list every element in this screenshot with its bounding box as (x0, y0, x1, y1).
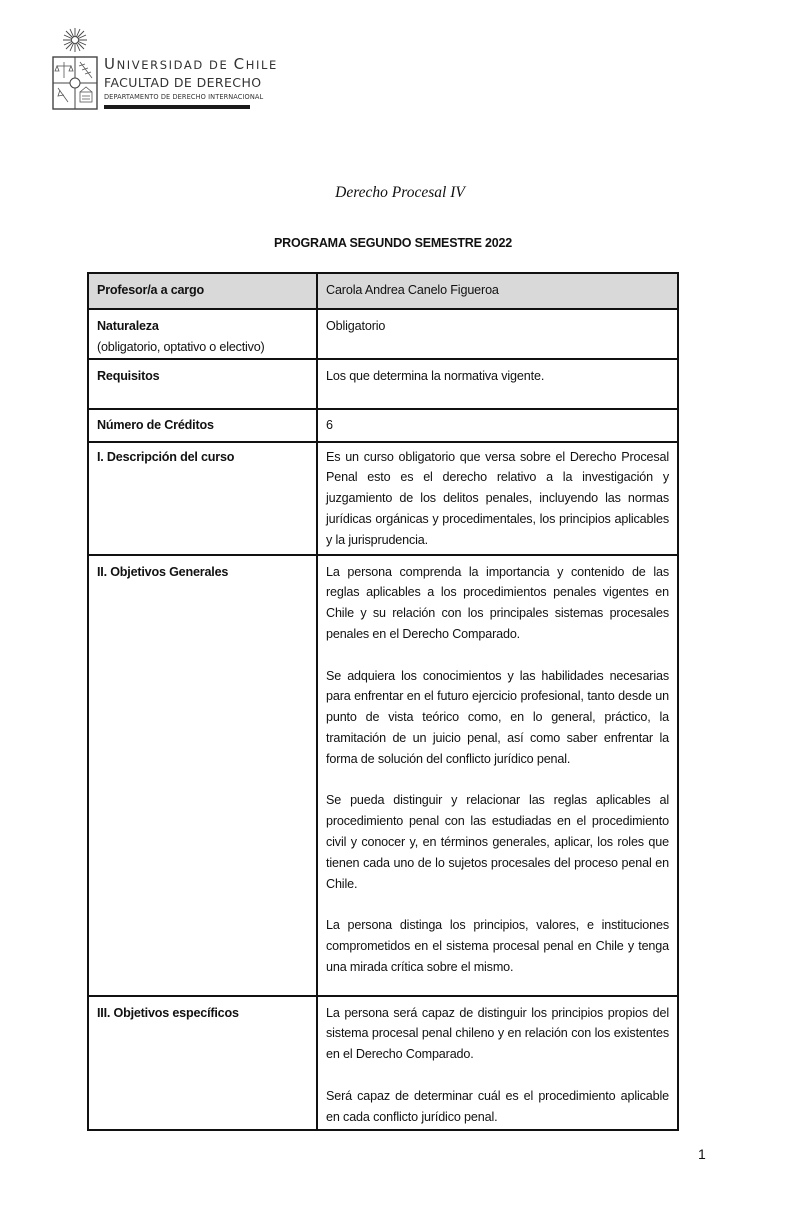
table-row-professor (88, 273, 678, 309)
row-label: I. Descripción del curso (88, 442, 317, 555)
university-name: UNIVERSIDAD DE CHILE (104, 55, 278, 73)
table-row-naturaleza (88, 309, 678, 359)
row-label: Requisitos (88, 359, 317, 409)
header-rule (104, 105, 250, 109)
paragraph: La persona será capaz de distinguir los principios propios del sistema procesal penal chileno y en relación con los existentes en el Derecho Comparado. (326, 1005, 669, 1062)
paragraph: Se adquiera los conocimientos y las habilidades necesarias para enfrentar en el futuro ejercicio profesional, tanto desde un punto de vista teórico como, en lo general, práctico, la tramitación de un juicio penal, así como saber enfrentar la forma de solución del conflicto jurídico penal. (326, 668, 669, 766)
row-label: Naturaleza (obligatorio, optativo o electivo) (88, 309, 317, 359)
row-value: Carola Andrea Canelo Figueroa (317, 273, 678, 309)
institution-header (104, 56, 278, 102)
university-coat-of-arms-icon (50, 26, 100, 112)
row-value (317, 442, 678, 555)
row-value (317, 555, 678, 996)
row-value: Obligatorio (317, 309, 678, 359)
paragraph: Será capaz de determinar cuál es el procedimiento aplicable en cada conflicto jurídico penal. (326, 1088, 669, 1124)
row-label: III. Objetivos específicos (88, 996, 317, 1130)
paragraph: Es un curso obligatorio que versa sobre el Derecho Procesal Penal esto es el derecho relativo a la investigación y juzgamiento de los delitos penales, incluyendo las normas jurídicas orgánicas y procedimentales, los principios aplicables y la jurisprudencia. (326, 449, 669, 547)
table-row-descripcion (88, 442, 678, 555)
paragraph: La persona distinga los principios, valores, e instituciones comprometidos en el sistema procesal penal en Chile y tenga una mirada crítica sobre el mismo. (326, 918, 669, 974)
row-value: 6 (317, 409, 678, 442)
page-number: 1 (698, 1146, 706, 1162)
row-label: Profesor/a a cargo (88, 273, 317, 309)
row-label: Número de Créditos (88, 409, 317, 442)
faculty-name: FACULTAD DE DERECHO (104, 75, 262, 90)
department-name: DEPARTAMENTO DE DERECHO INTERNACIONAL (104, 93, 264, 101)
document-title: Derecho Procesal IV (335, 184, 465, 201)
paragraph: Se pueda distinguir y relacionar las reglas aplicables al procedimiento penal con las estudiadas en el procedimiento civil y conocer y, en términos generales, aplicar, los roles que tienen cada uno de lo sujetos procesales del proceso penal en Chile. (326, 793, 669, 891)
program-table (87, 272, 679, 1131)
table-row-creditos (88, 409, 678, 442)
document-subtitle: PROGRAMA SEGUNDO SEMESTRE 2022 (273, 236, 513, 250)
table-row-requisitos (88, 359, 678, 409)
row-value (317, 996, 678, 1130)
paragraph: La persona comprenda la importancia y contenido de las reglas aplicables a los procedimientos penales vigentes en Chile y su relación con los principales sistemas procesales penales en el Derecho Comparado. (326, 564, 669, 641)
row-value: Los que determina la normativa vigente. (317, 359, 678, 409)
table-row-objetivos-generales (88, 555, 678, 996)
table-row-objetivos-especificos (88, 996, 678, 1130)
row-label: II. Objetivos Generales (88, 555, 317, 996)
